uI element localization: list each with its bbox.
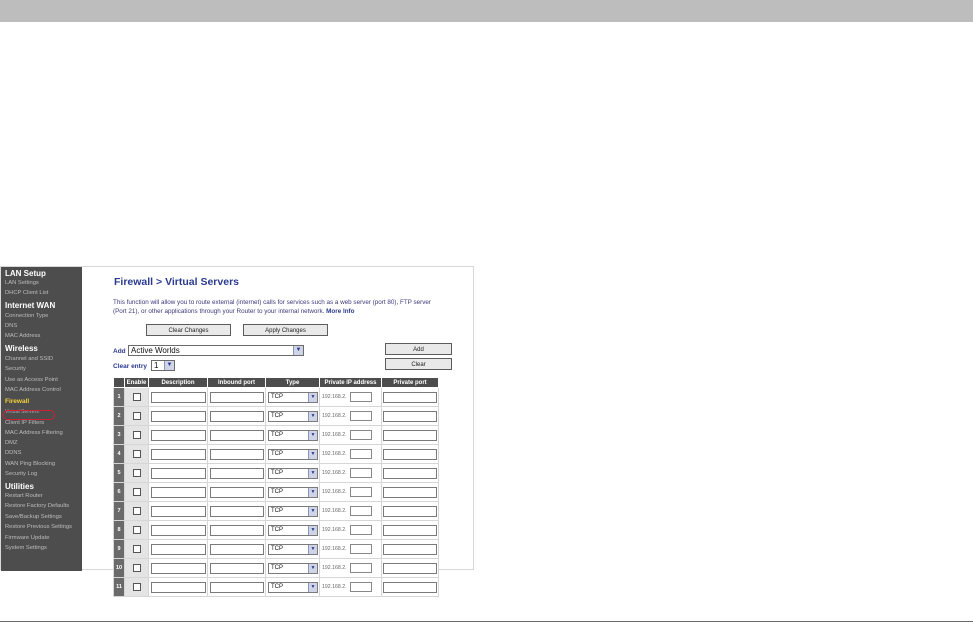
sidebar-item-wireless: Wireless — [5, 344, 38, 353]
type-value: TCP — [271, 545, 283, 552]
type-select[interactable] — [268, 582, 318, 593]
description-cell — [149, 559, 208, 578]
bottom-rule — [0, 621, 973, 622]
description-input[interactable] — [151, 468, 206, 479]
type-value: TCP — [271, 564, 283, 571]
page-title: Firewall > Virtual Servers — [114, 276, 240, 288]
enable-checkbox[interactable] — [133, 469, 141, 477]
row-number: 7 — [114, 502, 125, 521]
ip-prefix: 192.168.2. — [322, 526, 347, 533]
enable-checkbox[interactable] — [133, 507, 141, 515]
private-port-cell — [382, 388, 439, 407]
type-select[interactable] — [268, 411, 318, 422]
sidebar-item-restart-router[interactable]: Restart Router — [5, 493, 43, 499]
description-input[interactable] — [151, 582, 206, 593]
private-port-input[interactable] — [383, 468, 437, 479]
ip-prefix: 192.168.2. — [322, 393, 347, 400]
private-ip-cell — [320, 521, 382, 540]
description-input[interactable] — [151, 449, 206, 460]
private-port-input[interactable] — [383, 582, 437, 593]
inbound-port-input[interactable] — [210, 563, 264, 574]
inbound-port-input[interactable] — [210, 411, 264, 422]
ip-prefix: 192.168.2. — [322, 564, 347, 571]
inbound-port-cell — [208, 483, 266, 502]
description-input[interactable] — [151, 430, 206, 441]
private-port-cell — [382, 578, 439, 597]
chevron-down-icon: ▼ — [308, 412, 317, 421]
type-value: TCP — [271, 583, 283, 590]
row-number: 4 — [114, 445, 125, 464]
router-screenshot — [0, 266, 474, 590]
sidebar-item-save-backup-settings[interactable]: Save/Backup Settings — [5, 514, 62, 520]
row-number: 1 — [114, 388, 125, 407]
sidebar-item-security[interactable]: Security — [5, 366, 26, 372]
private-port-cell — [382, 483, 439, 502]
inbound-port-cell — [208, 445, 266, 464]
private-ip-input[interactable] — [350, 411, 372, 421]
type-select[interactable] — [268, 506, 318, 517]
enable-cell — [125, 426, 149, 445]
sidebar-item-channel-and-ssid[interactable]: Channel and SSID — [5, 356, 54, 362]
row-number: 2 — [114, 407, 125, 426]
inbound-port-input[interactable] — [210, 430, 264, 441]
description-cell — [149, 540, 208, 559]
private-ip-cell — [320, 559, 382, 578]
description-cell — [149, 407, 208, 426]
chevron-down-icon: ▼ — [308, 393, 317, 402]
more-info-link[interactable]: More Info — [326, 308, 355, 315]
ip-prefix: 192.168.2. — [322, 469, 347, 476]
private-port-input[interactable] — [383, 487, 437, 498]
private-ip-cell — [320, 426, 382, 445]
type-select[interactable] — [268, 392, 318, 403]
row-number: 8 — [114, 521, 125, 540]
highlight-circle — [3, 410, 55, 420]
description-input[interactable] — [151, 525, 206, 536]
clear-entry-label: Clear entry — [113, 363, 147, 370]
enable-checkbox[interactable] — [133, 488, 141, 496]
sidebar-item-mac-address-filtering[interactable]: MAC Address Filtering — [5, 430, 63, 436]
type-select[interactable] — [268, 563, 318, 574]
enable-checkbox[interactable] — [133, 450, 141, 458]
page-description — [113, 298, 433, 316]
private-ip-cell — [320, 483, 382, 502]
header-enable: Enable — [125, 378, 149, 388]
type-select[interactable] — [268, 449, 318, 460]
table-row — [114, 483, 439, 502]
description-cell — [149, 388, 208, 407]
private-port-cell — [382, 464, 439, 483]
chevron-down-icon: ▼ — [164, 361, 174, 370]
type-cell — [266, 388, 320, 407]
add-service-value: Active Worlds — [131, 346, 180, 355]
clear-entry-value: 1 — [154, 361, 159, 370]
private-port-input[interactable] — [383, 563, 437, 574]
inbound-port-cell — [208, 407, 266, 426]
inbound-port-input[interactable] — [210, 544, 264, 555]
chevron-down-icon: ▼ — [308, 488, 317, 497]
description-input[interactable] — [151, 487, 206, 498]
private-ip-input[interactable] — [350, 430, 372, 440]
row-number: 5 — [114, 464, 125, 483]
sidebar-item-restore-previous-settings[interactable]: Restore Previous Settings — [5, 524, 73, 530]
inbound-port-cell — [208, 426, 266, 445]
type-select[interactable] — [268, 468, 318, 479]
row-number: 9 — [114, 540, 125, 559]
clear-button[interactable]: Clear — [385, 358, 452, 370]
description-input[interactable] — [151, 506, 206, 517]
header-private-ip: Private IP address — [320, 378, 382, 388]
inbound-port-input[interactable] — [210, 449, 264, 460]
private-port-cell — [382, 426, 439, 445]
private-port-input[interactable] — [383, 544, 437, 555]
private-ip-input[interactable] — [350, 487, 372, 497]
enable-cell — [125, 502, 149, 521]
sidebar-item-dhcp-client-list[interactable]: DHCP Client List — [5, 290, 49, 296]
table-row — [114, 540, 439, 559]
enable-cell — [125, 464, 149, 483]
type-value: TCP — [271, 393, 283, 400]
private-ip-input[interactable] — [350, 392, 372, 402]
sidebar-item-connection-type[interactable]: Connection Type — [5, 313, 49, 319]
inbound-port-cell — [208, 502, 266, 521]
type-cell — [266, 578, 320, 597]
private-ip-cell — [320, 502, 382, 521]
clear-entry-select[interactable] — [151, 360, 175, 371]
chevron-down-icon: ▼ — [308, 564, 317, 573]
description-input[interactable] — [151, 544, 206, 555]
description-input[interactable] — [151, 563, 206, 574]
chevron-down-icon: ▼ — [308, 526, 317, 535]
description-cell — [149, 445, 208, 464]
inbound-port-input[interactable] — [210, 506, 264, 517]
type-select[interactable] — [268, 487, 318, 498]
type-cell — [266, 483, 320, 502]
private-port-input[interactable] — [383, 430, 437, 441]
type-select[interactable] — [268, 525, 318, 536]
sidebar-item-firewall[interactable]: Firewall — [5, 398, 30, 405]
inbound-port-input[interactable] — [210, 468, 264, 479]
type-cell — [266, 540, 320, 559]
description-input[interactable] — [151, 411, 206, 422]
sidebar-item-wan-ping-blocking[interactable]: WAN Ping Blocking — [5, 461, 56, 467]
description-input[interactable] — [151, 392, 206, 403]
type-value: TCP — [271, 507, 283, 514]
private-ip-cell — [320, 464, 382, 483]
description-cell — [149, 502, 208, 521]
chevron-down-icon: ▼ — [308, 469, 317, 478]
description-cell — [149, 464, 208, 483]
chevron-down-icon: ▼ — [308, 431, 317, 440]
header-number — [114, 378, 125, 388]
sidebar-item-ddns[interactable]: DDNS — [5, 450, 22, 456]
ip-prefix: 192.168.2. — [322, 583, 347, 590]
private-ip-cell — [320, 445, 382, 464]
enable-checkbox[interactable] — [133, 412, 141, 420]
type-value: TCP — [271, 412, 283, 419]
sidebar-item-use-as-access-point[interactable]: Use as Access Point — [5, 377, 58, 383]
private-port-cell — [382, 521, 439, 540]
sidebar-item-client-ip-filters[interactable]: Client IP Filters — [5, 420, 45, 426]
enable-checkbox[interactable] — [133, 583, 141, 591]
inbound-port-cell — [208, 578, 266, 597]
header-inbound-port: Inbound port — [208, 378, 266, 388]
private-ip-cell — [320, 388, 382, 407]
table-row — [114, 521, 439, 540]
enable-cell — [125, 559, 149, 578]
table-row — [114, 464, 439, 483]
private-ip-cell — [320, 540, 382, 559]
private-port-cell — [382, 540, 439, 559]
enable-cell — [125, 483, 149, 502]
virtual-servers-table — [113, 377, 439, 597]
private-port-input[interactable] — [383, 392, 437, 403]
type-cell — [266, 502, 320, 521]
enable-cell — [125, 407, 149, 426]
description-text: This function will allow you to route external (internet) calls for services such as a web server (port 80), FTP server (Port 21), or other applications through your Router to your internal network. — [113, 299, 431, 315]
type-cell — [266, 464, 320, 483]
table-header-row — [114, 378, 439, 388]
inbound-port-input[interactable] — [210, 525, 264, 536]
table-row — [114, 445, 439, 464]
enable-cell — [125, 521, 149, 540]
header-description: Description — [149, 378, 208, 388]
private-ip-input[interactable] — [350, 468, 372, 478]
chevron-down-icon: ▼ — [308, 450, 317, 459]
description-cell — [149, 521, 208, 540]
sidebar-item-security-log[interactable]: Security Log — [5, 471, 38, 477]
chevron-down-icon: ▼ — [308, 583, 317, 592]
enable-checkbox[interactable] — [133, 545, 141, 553]
private-ip-input[interactable] — [350, 506, 372, 516]
inbound-port-cell — [208, 464, 266, 483]
private-port-cell — [382, 502, 439, 521]
private-port-cell — [382, 407, 439, 426]
enable-cell — [125, 540, 149, 559]
type-cell — [266, 426, 320, 445]
private-ip-cell — [320, 407, 382, 426]
sidebar-item-internet-wan: Internet WAN — [5, 301, 56, 310]
type-value: TCP — [271, 469, 283, 476]
private-ip-input[interactable] — [350, 544, 372, 554]
add-label: Add — [113, 348, 126, 355]
sidebar-item-utilities: Utilities — [5, 482, 34, 491]
table-row — [114, 578, 439, 597]
private-port-input[interactable] — [383, 449, 437, 460]
ip-prefix: 192.168.2. — [322, 412, 347, 419]
sidebar-item-restore-factory-defaults[interactable]: Restore Factory Defaults — [5, 503, 70, 509]
type-select[interactable] — [268, 430, 318, 441]
header-type: Type — [266, 378, 320, 388]
private-ip-input[interactable] — [350, 563, 372, 573]
chevron-down-icon: ▼ — [293, 346, 303, 355]
row-number: 3 — [114, 426, 125, 445]
table-row — [114, 426, 439, 445]
inbound-port-cell — [208, 388, 266, 407]
type-value: TCP — [271, 431, 283, 438]
enable-checkbox[interactable] — [133, 431, 141, 439]
private-ip-cell — [320, 578, 382, 597]
ip-prefix: 192.168.2. — [322, 431, 347, 438]
ip-prefix: 192.168.2. — [322, 488, 347, 495]
apply-changes-button[interactable]: Apply Changes — [243, 324, 328, 336]
private-port-input[interactable] — [383, 525, 437, 536]
chevron-down-icon: ▼ — [308, 545, 317, 554]
type-cell — [266, 445, 320, 464]
enable-checkbox[interactable] — [133, 526, 141, 534]
row-number: 11 — [114, 578, 125, 597]
sidebar-item-mac-address[interactable]: MAC Address — [5, 333, 41, 339]
private-port-input[interactable] — [383, 411, 437, 422]
enable-cell — [125, 445, 149, 464]
clear-changes-button[interactable]: Clear Changes — [146, 324, 231, 336]
type-value: TCP — [271, 450, 283, 457]
add-service-select[interactable] — [128, 345, 304, 356]
private-ip-input[interactable] — [350, 449, 372, 459]
sidebar-item-firmware-update[interactable]: Firmware Update — [5, 535, 50, 541]
private-port-cell — [382, 559, 439, 578]
sidebar-item-dmz[interactable]: DMZ — [5, 440, 18, 446]
sidebar-item-lan-settings[interactable]: LAN Settings — [5, 280, 39, 286]
type-cell — [266, 521, 320, 540]
table-row — [114, 388, 439, 407]
private-port-input[interactable] — [383, 506, 437, 517]
type-select[interactable] — [268, 544, 318, 555]
inbound-port-cell — [208, 559, 266, 578]
inbound-port-input[interactable] — [210, 487, 264, 498]
sidebar-item-virtual-servers[interactable]: Virtual Servers — [5, 409, 39, 415]
ip-prefix: 192.168.2. — [322, 545, 347, 552]
enable-checkbox[interactable] — [133, 393, 141, 401]
inbound-port-input[interactable] — [210, 392, 264, 403]
sidebar-item-mac-address-control[interactable]: MAC Address Control — [5, 387, 61, 393]
private-ip-input[interactable] — [350, 525, 372, 535]
description-cell — [149, 578, 208, 597]
sidebar-item-system-settings[interactable]: System Settings — [5, 545, 47, 551]
table-row — [114, 407, 439, 426]
sidebar-item-lan-setup: LAN Setup — [5, 269, 46, 278]
header-private-port: Private port — [382, 378, 439, 388]
sidebar-item-dns[interactable]: DNS — [5, 323, 18, 329]
type-cell — [266, 559, 320, 578]
ip-prefix: 192.168.2. — [322, 507, 347, 514]
add-button[interactable]: Add — [385, 343, 452, 355]
table-row — [114, 559, 439, 578]
description-cell — [149, 426, 208, 445]
inbound-port-cell — [208, 521, 266, 540]
type-value: TCP — [271, 488, 283, 495]
table-row — [114, 502, 439, 521]
chevron-down-icon: ▼ — [308, 507, 317, 516]
enable-cell — [125, 388, 149, 407]
row-number: 10 — [114, 559, 125, 578]
enable-checkbox[interactable] — [133, 564, 141, 572]
type-cell — [266, 407, 320, 426]
description-cell — [149, 483, 208, 502]
inbound-port-input[interactable] — [210, 582, 264, 593]
private-port-cell — [382, 445, 439, 464]
page-header-bar — [0, 0, 973, 22]
row-number: 6 — [114, 483, 125, 502]
inbound-port-cell — [208, 540, 266, 559]
enable-cell — [125, 578, 149, 597]
ip-prefix: 192.168.2. — [322, 450, 347, 457]
private-ip-input[interactable] — [350, 582, 372, 592]
type-value: TCP — [271, 526, 283, 533]
